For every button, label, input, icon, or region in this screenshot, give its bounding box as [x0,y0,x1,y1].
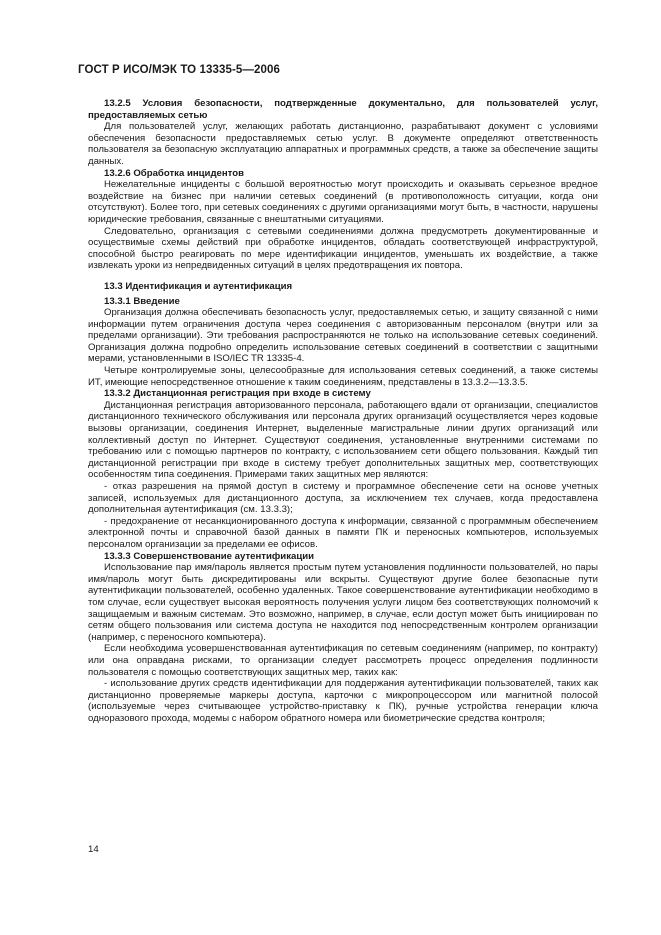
page-number: 14 [88,844,99,855]
body-paragraph: Четыре контролируемые зоны, целесообразные для использования сетевых соединений, а также системы ИТ, имеющие непосредственное отношение к таким соединениям, представлены в 13.3.2—13.3.5. [88,365,598,388]
section-heading: 13.3 Идентификация и аутентификация [104,280,293,292]
body-paragraph: - предохранение от несанкционированного доступа к информации, связанной с программным обеспечением электронной почты и справочной базой данных в памяти ПК и переносных компьютеров, используемых персоналом организации за пределами ее офисов. [88,515,598,550]
subsection-heading: 13.3.3 Совершенствование аутентификации [104,550,315,562]
body-paragraph: Следовательно, организация с сетевыми соединениями должна предусмотреть документированные и осуществимые схемы действий при обработке инцидентов, обладать соответствующей инфраструктурой, способной быстро реагировать по мере идентификации инцидентов, уменьшать их воздействие, а также извлекать уроки из непредвиденных ситуаций в целях предотвращения их повтора. [88,225,598,272]
standard-header: ГОСТ Р ИСО/МЭК ТО 13335-5—2006 [78,64,280,76]
body-paragraph: - использование других средств идентификации для поддержания аутентификации пользователей, таких как дистанционно проверяемые маркеры доступа, карточки с микропроцессором или магнитной полосой (используемые через считывающее устройство-приставку к ПК), ручные устройства генерации ключа одноразового прохода, модемы с набором обратного номера или биометрические средства контроля; [88,678,598,724]
body-paragraph: - отказ разрешения на прямой доступ в систему и программное обеспечение сети на основе учетных записей, используемых для дистанционного доступа, за исключением тех случаев, когда предоставлена дополнительная аутентификация (см. 13.3.3); [88,481,598,516]
body-paragraph: Использование пар имя/пароль является простым путем установления подлинности пользователей, но пары имя/пароль могут быть дискредитированы или вскрыты. Существуют другие более безопасные пути аутентификации пользователей, особенно удаленных. Такое совершенствование аутентификации необходимо в том случае, если существует высокая вероятность получения услуги лицом без соответствующих полномочий к защищаемым и важным системам. Это возможно, например, в случае, если доступ может быть инициирован по сетям общего пользования или система доступа не находится под непосредственным контролем организации (например, с переносного компьютера). [88,562,598,643]
subsection-heading: 13.2.5 Условия безопасности, подтвержденные документально, для пользователей услуг, предоставляемых сетью [88,98,598,121]
body-paragraph: Для пользователей услуг, желающих работать дистанционно, разрабатывают документ с условиями обеспечения безопасности предоставляемых сетью услуг. В документе определяют ответственность пользователя за безопасную эксплуатацию аппаратных и программных средств, а также за обеспечение защиты данных. [88,121,598,167]
subsection-heading: 13.3.2 Дистанционная регистрация при входе в систему [104,388,371,400]
body-paragraph: Если необходима усовершенствованная аутентификация по сетевым соединениям (например, по контракту) или она оправдана рисками, то организации следует рассмотреть процесс определения подлинности пользователя с помощью соответствующих защитных мер, таких как: [88,643,598,678]
body-paragraph: Организация должна обеспечивать безопасность услуг, предоставляемых сетью, и защиту связанной с ними информации путем ограничения доступа через соединения с авторизованным персоналом (внутри или за пределами организации). Эти требования распространяются не только на использование сетевых соединений. Организация должна подробно определить использование сетевых соединений в соответствии с защитными мерами, установленными в ISO/IEC TR 13335-4. [88,307,598,365]
body-paragraph: Дистанционная регистрация авторизованного персонала, работающего вдали от организации, специалистов дистанционного технического обслуживания или персонала других организаций осуществляется через кодовые вызовы организации, соединения Интернет, выделенные магистральные линии других организаций или коллективный доступ по Интернет. Существуют соединения, установленные внутренними системами по требованию или с помощью партнеров по контракту, с использованием сети общего пользования. Каждый тип дистанционной регистрации при входе в систему требует дополнительных защитных мер, соответствующих особенностям типа соединения. Примерами таких защитных мер являются: [88,399,598,481]
subsection-heading: 13.3.1 Введение [104,295,180,307]
document-body [88,98,598,724]
body-paragraph: Нежелательные инциденты с большой вероятностью могут происходить и оказывать серьезное вредное воздействие на бизнес при наличии сетевых соединений (в противоположность ситуации, когда они отсутствуют). Более того, при сетевых соединениях с другими организациями могут быть, в частности, нарушены юридические требования, связанные с внештатными ситуациями. [88,179,598,225]
subsection-heading: 13.2.6 Обработка инцидентов [104,167,245,179]
